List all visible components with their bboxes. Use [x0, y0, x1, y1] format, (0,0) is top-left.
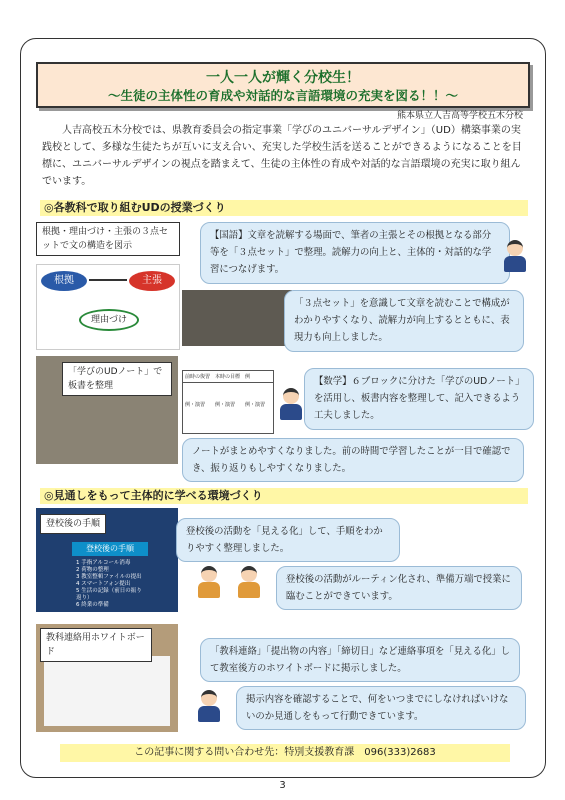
tokou-label: 登校後の手順 [40, 514, 106, 534]
table-header: 前時の復習 [185, 374, 211, 380]
teacher-avatar [502, 240, 528, 274]
contact-footer: この記事に関する問い合わせ先：特別支援教育課 096(333)2683 [60, 744, 510, 762]
sugaku-callout-1: 【数学】６ブロックに分けた「学びのUDノート」を活用し、板書内容を整理して、記入できるよう工夫しました。 [304, 368, 534, 430]
page-subtitle: ～生徒の主体性の育成や対話的な言語環境の充実を図る！！～ [107, 88, 458, 103]
teacher-avatar [278, 388, 304, 422]
sugaku-label: 「学びのUDノート」で板書を整理 [62, 362, 172, 396]
diagram-konkyo: 根拠 [41, 271, 87, 291]
diagram-riyu: 理由づけ [79, 309, 139, 331]
school-name: 熊本県立人吉高等学校五木分校 [396, 111, 523, 121]
page-title: 一人一人が輝く分校生！ [206, 70, 360, 86]
table-header: 本時の目標 [215, 374, 241, 380]
section-heading-lessons: ◎各教科で取り組むUDの授業づくり [40, 200, 528, 216]
student-avatar [236, 566, 262, 600]
kokugo-callout-1: 【国語】文章を読解する場面で、筆者の主張とその根拠となる部分等を「３点セット」で整理。読解力の向上と、主体的・対話的な学習につなげます。 [200, 222, 510, 284]
kokugo-label: 根拠・理由づけ・主張の３点セットで文の構造を図示 [36, 222, 180, 256]
classroom-photo [182, 290, 292, 346]
step-item: 5 生活の記録（前日の振り返り） [76, 588, 142, 601]
whiteboard-surface [44, 656, 170, 726]
title-box [36, 62, 530, 108]
step-item: 6 終業の準備 [76, 602, 109, 608]
diagram-shucho: 主張 [129, 271, 175, 291]
section-heading-environment: ◎見通しをもって主体的に学べる環境づくり [40, 488, 528, 504]
tokou-callout-1: 登校後の活動を「見える化」して、手順をわかりやすく整理しました。 [176, 518, 400, 562]
board-title: 登校後の手順 [72, 542, 148, 556]
whiteboard-callout-1: 「教科連絡」「提出物の内容」「締切日」など連絡事項を「見える化」して教室後方のホワイトボードに掲示しました。 [200, 638, 520, 682]
step-item: 3 教室整頓ファイルの提出 [76, 574, 142, 580]
tokou-callout-2: 登校後の活動がルーティン化され、準備万端で授業に臨むことができています。 [276, 566, 522, 610]
sugaku-callout-2: ノートがまとめやすくなりました。前の時間で学習したことが一目で確認でき、振り返りもしやすくなりました。 [182, 438, 524, 482]
table-header: 例 [245, 374, 251, 380]
whiteboard-label: 教科連絡用ホワイトボード [40, 628, 152, 662]
whiteboard-callout-2: 掲示内容を確認することで、何をいつまでにしなければいけないのか見通しをもって行動できています。 [236, 686, 526, 730]
student-avatar [196, 566, 222, 600]
page-number: 3 [279, 780, 286, 791]
step-item: 4 スマートフォン提出 [76, 581, 131, 587]
diagram-arrow [89, 279, 127, 281]
kokugo-callout-2: 「３点セット」を意識して文章を読むことで構成がわかりやすくなり、読解力が向上するとともに、表現力も向上しました。 [284, 290, 524, 352]
board-steps [76, 560, 146, 609]
table-cell: 例・演習 [245, 402, 266, 408]
three-point-diagram [36, 264, 180, 350]
step-item: 1 手指アルコール消毒 [76, 560, 131, 566]
table-cell: 例・演習 [215, 402, 236, 408]
ud-note-table [182, 370, 274, 434]
student-avatar [196, 690, 222, 724]
intro-paragraph: 人吉高校五木分校では、県教育委員会の指定事業「学びのユニバーサルデザイン」（UD）構築事業の実践校として、多様な生徒たちが互いに支え合い、充実した学校生活を送ることができるようになることを目標に、ユニバーサルデザインの視点を踏まえて、生徒の主体性の育成や対話的な言語環境の充実に取り組んでいます。 [42, 125, 522, 187]
step-item: 2 荷物の整理 [76, 567, 109, 573]
table-cell: 例・演習 [185, 402, 206, 408]
